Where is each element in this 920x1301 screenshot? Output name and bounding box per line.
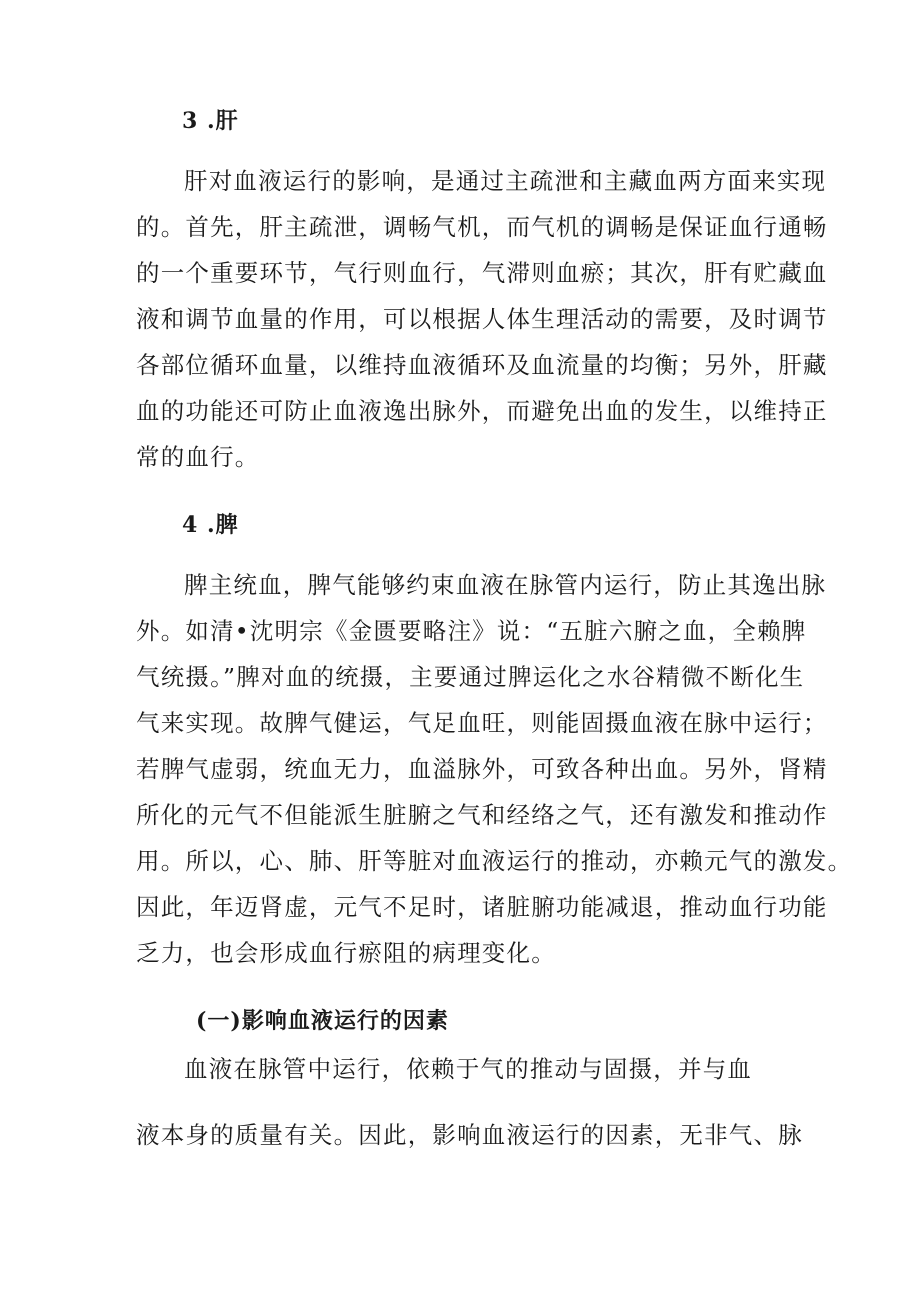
paragraph-line: 气来实现。故脾气健运，气足血旺，则能固摄血液在脉中运行；: [136, 709, 828, 737]
section-4-heading: 4 .脾: [182, 512, 239, 538]
paragraph-line: 用。所以，心、肺、肝等脏对血液运行的推动，亦赖元气的激发。: [136, 847, 853, 875]
paragraph-line: 的一个重要环节，气行则血行，气滞则血瘀；其次，肝有贮藏血: [136, 259, 828, 287]
factors-heading: (一)影响血液运行的因素: [196, 1008, 449, 1034]
paragraph-line: 乏力，也会形成血行瘀阻的病理变化。: [136, 939, 556, 967]
paragraph-line: 液本身的质量有关。因此，影响血液运行的因素，无非气、脉: [136, 1121, 803, 1149]
paragraph-line: 所化的元气不但能派生脏腑之气和经络之气，还有激发和推动作: [136, 801, 828, 829]
paragraph-line: 各部位循环血量，以维持血液循环及血流量的均衡；另外，肝藏: [136, 351, 828, 379]
paragraph-line: 因此，年迈肾虚，元气不足时，诸脏腑功能减退，推动血行功能: [136, 893, 828, 921]
paragraph-line: 血液在脉管中运行，依赖于气的推动与固摄，并与血: [184, 1055, 753, 1083]
paragraph-line: 肝对血液运行的影响，是通过主疏泄和主藏血两方面来实现: [184, 167, 827, 195]
paragraph-line: 的。首先，肝主疏泄，调畅气机，而气机的调畅是保证血行通畅: [136, 213, 828, 241]
section-3-heading: 3 .肝: [182, 108, 239, 134]
paragraph-line: 常的血行。: [136, 443, 260, 471]
paragraph-line: 气统摄。”脾对血的统摄，主要通过脾运化之水谷精微不断化生: [136, 663, 805, 691]
paragraph-line: 若脾气虚弱，统血无力，血溢脉外，可致各种出血。另外，肾精: [136, 755, 828, 783]
paragraph-line: 脾主统血，脾气能够约束血液在脉管内运行，防止其逸出脉: [184, 571, 827, 599]
paragraph-line: 外。如清•沈明宗《金匮要略注》说：“五脏六腑之血，全赖脾: [136, 617, 807, 645]
paragraph-line: 血的功能还可防止血液逸出脉外，而避免出血的发生，以维持正: [136, 397, 828, 425]
paragraph-line: 液和调节血量的作用，可以根据人体生理活动的需要，及时调节: [136, 305, 828, 333]
